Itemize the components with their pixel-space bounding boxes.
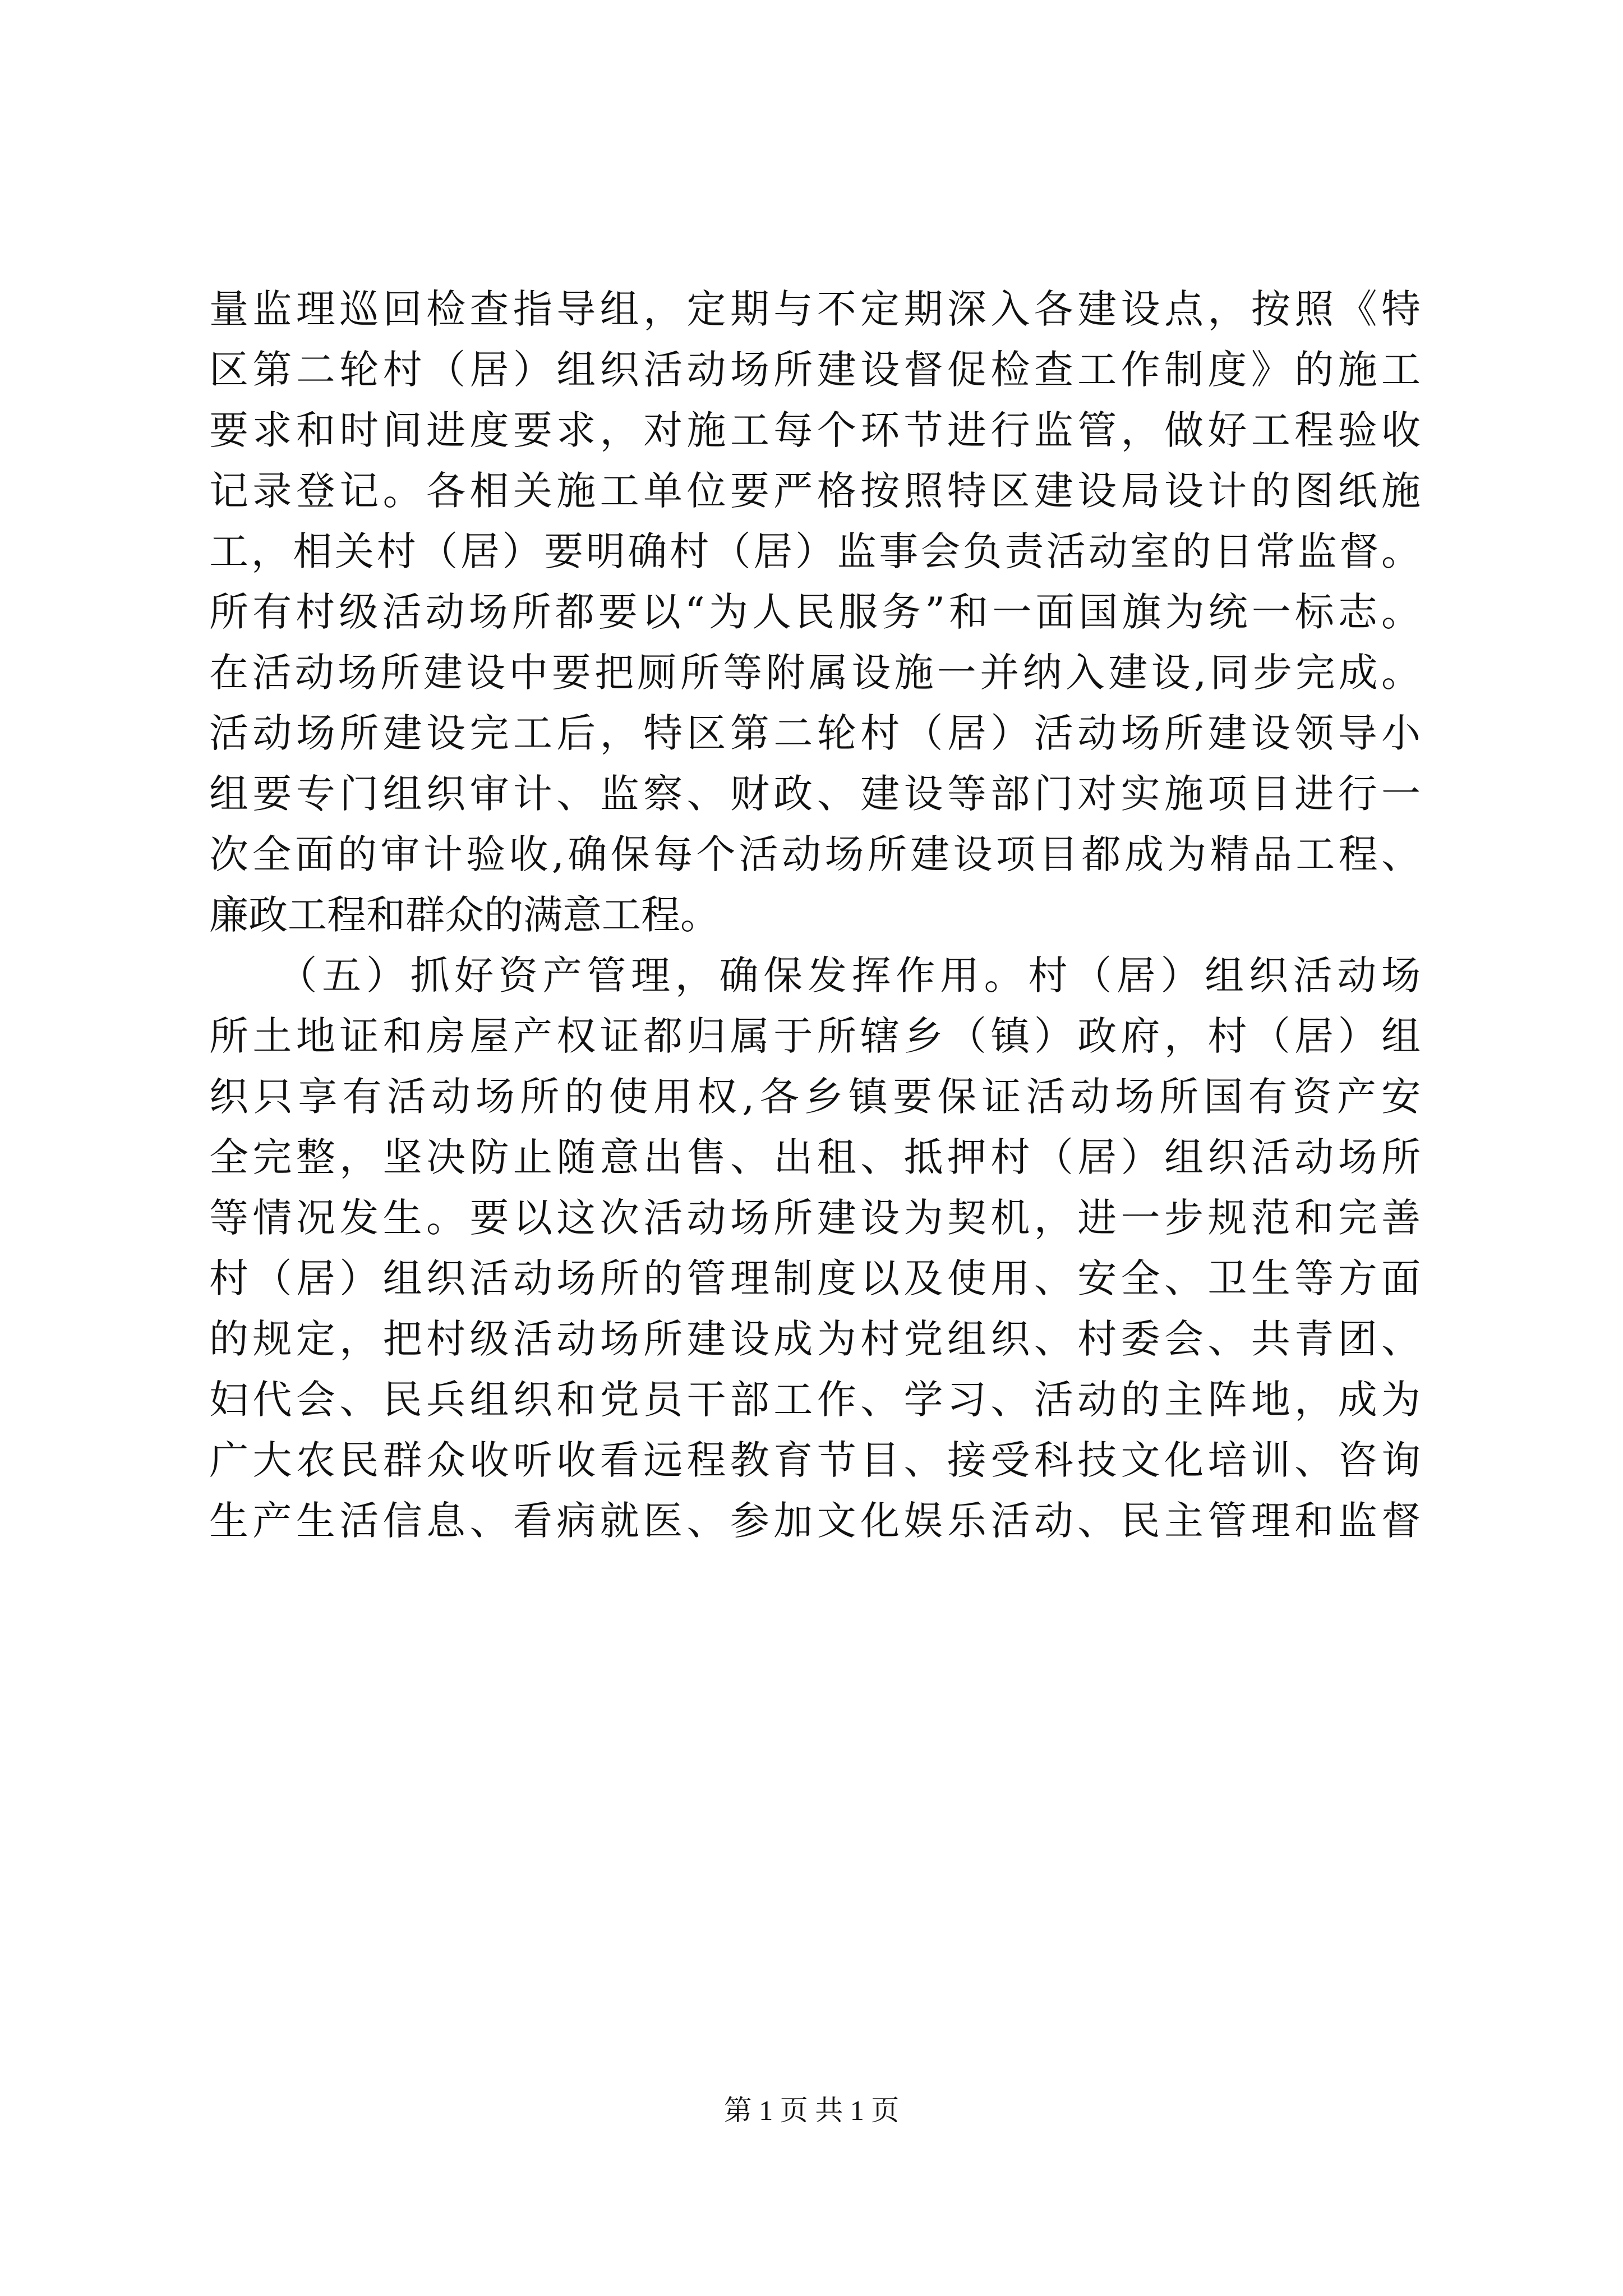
text-line: 在活动场所建设中要把厕所等附属设施一并纳入建设,同步完成。 [209,650,1421,696]
text-line: 的规定，把村级活动场所建设成为村党组织、村委会、共青团、 [209,1316,1421,1362]
text-line: 次全面的审计验收,确保每个活动场所建设项目都成为精品工程、 [209,831,1421,877]
text-line: 等情况发生。要以这次活动场所建设为契机，进一步规范和完善 [209,1195,1421,1241]
text-line: 全完整，坚决防止随意出售、出租、抵押村（居）组织活动场所 [209,1134,1421,1180]
text-line: 组要专门组织审计、监察、财政、建设等部门对实施项目进行一 [209,771,1421,817]
text-line: 所土地证和房屋产权证都归属于所辖乡（镇）政府，村（居）组 [209,1013,1421,1059]
text-line: 区第二轮村（居）组织活动场所建设督促检查工作制度》的施工 [209,347,1421,393]
text-line: 所有村级活动场所都要以“为人民服务”和一面国旗为统一标志。 [209,589,1421,635]
document-body [209,279,1421,1551]
text-line: 工，相关村（居）要明确村（居）监事会负责活动室的日常监督。 [209,528,1421,574]
text-line: 活动场所建设完工后，特区第二轮村（居）活动场所建设领导小 [209,710,1421,756]
paragraph-start-line: （五）抓好资产管理，确保发挥作用。村（居）组织活动场 [209,953,1421,999]
text-line: 记录登记。各相关施工单位要严格按照特区建设局设计的图纸施 [209,468,1421,514]
text-line: 织只享有活动场所的使用权,各乡镇要保证活动场所国有资产安 [209,1074,1421,1120]
text-line: 妇代会、民兵组织和党员干部工作、学习、活动的主阵地，成为 [209,1377,1421,1423]
text-line: 要求和时间进度要求，对施工每个环节进行监管，做好工程验收 [209,407,1421,453]
text-line: 生产生活信息、看病就医、参加文化娱乐活动、民主管理和监督 [209,1498,1421,1544]
text-line: 广大农民群众收听收看远程教育节目、接受科技文化培训、咨询 [209,1437,1421,1483]
text-line: 村（居）组织活动场所的管理制度以及使用、安全、卫生等方面 [209,1255,1421,1301]
text-line: 量监理巡回检查指导组，定期与不定期深入各建设点，按照《特 [209,286,1421,332]
paragraph-end-line: 廉政工程和群众的满意工程。 [209,892,720,938]
page-number-footer: 第 1 页 共 1 页 [723,2095,900,2126]
